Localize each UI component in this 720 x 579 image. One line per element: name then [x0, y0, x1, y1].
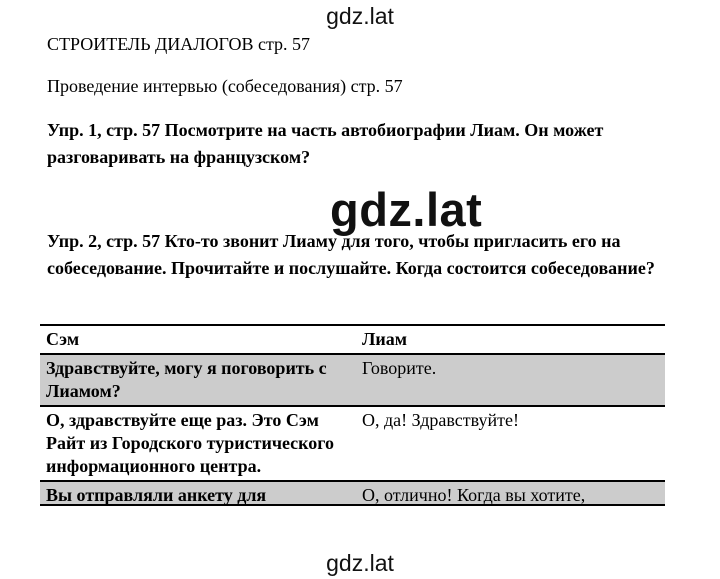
dialog-row: [40, 355, 665, 407]
dialog-row: [40, 407, 665, 482]
header-liam: Лиам: [362, 329, 408, 349]
sam-line: Вы отправляли анкету для: [46, 485, 267, 505]
subsection-heading: Проведение интервью (собеседования) стр. 57: [47, 76, 403, 96]
watermark-bottom: gdz.lat: [326, 550, 394, 576]
dialog-row: [40, 482, 665, 506]
watermark-top: gdz.lat: [326, 3, 394, 29]
header-sam: Сэм: [46, 329, 80, 349]
section-heading: СТРОИТЕЛЬ ДИАЛОГОВ стр. 57: [47, 34, 311, 54]
liam-line: Говорите.: [362, 358, 437, 378]
dialog-header-row: [40, 326, 665, 355]
watermark-middle: gdz.lat: [330, 183, 483, 236]
sam-line: Здравствуйте, могу я поговорить с Лиамом?: [46, 358, 327, 401]
liam-line: О, да! Здравствуйте!: [362, 410, 519, 430]
dialog-table: [40, 324, 665, 506]
liam-line: О, отлично! Когда вы хотите,: [362, 485, 586, 505]
sam-line: О, здравствуйте еще раз. Это Сэм Райт из Городского туристического информационного центра.: [46, 410, 335, 476]
exercise-2: Упр. 2, стр. 57 Кто-то звонит Лиаму для того, чтобы пригласить его на собеседование. Прочитайте и послушайте. Когда состоится собеседование?: [47, 231, 655, 278]
exercise-1: Упр. 1, стр. 57 Посмотрите на часть автобиографии Лиам. Он может разговаривать на французском?: [47, 120, 604, 167]
